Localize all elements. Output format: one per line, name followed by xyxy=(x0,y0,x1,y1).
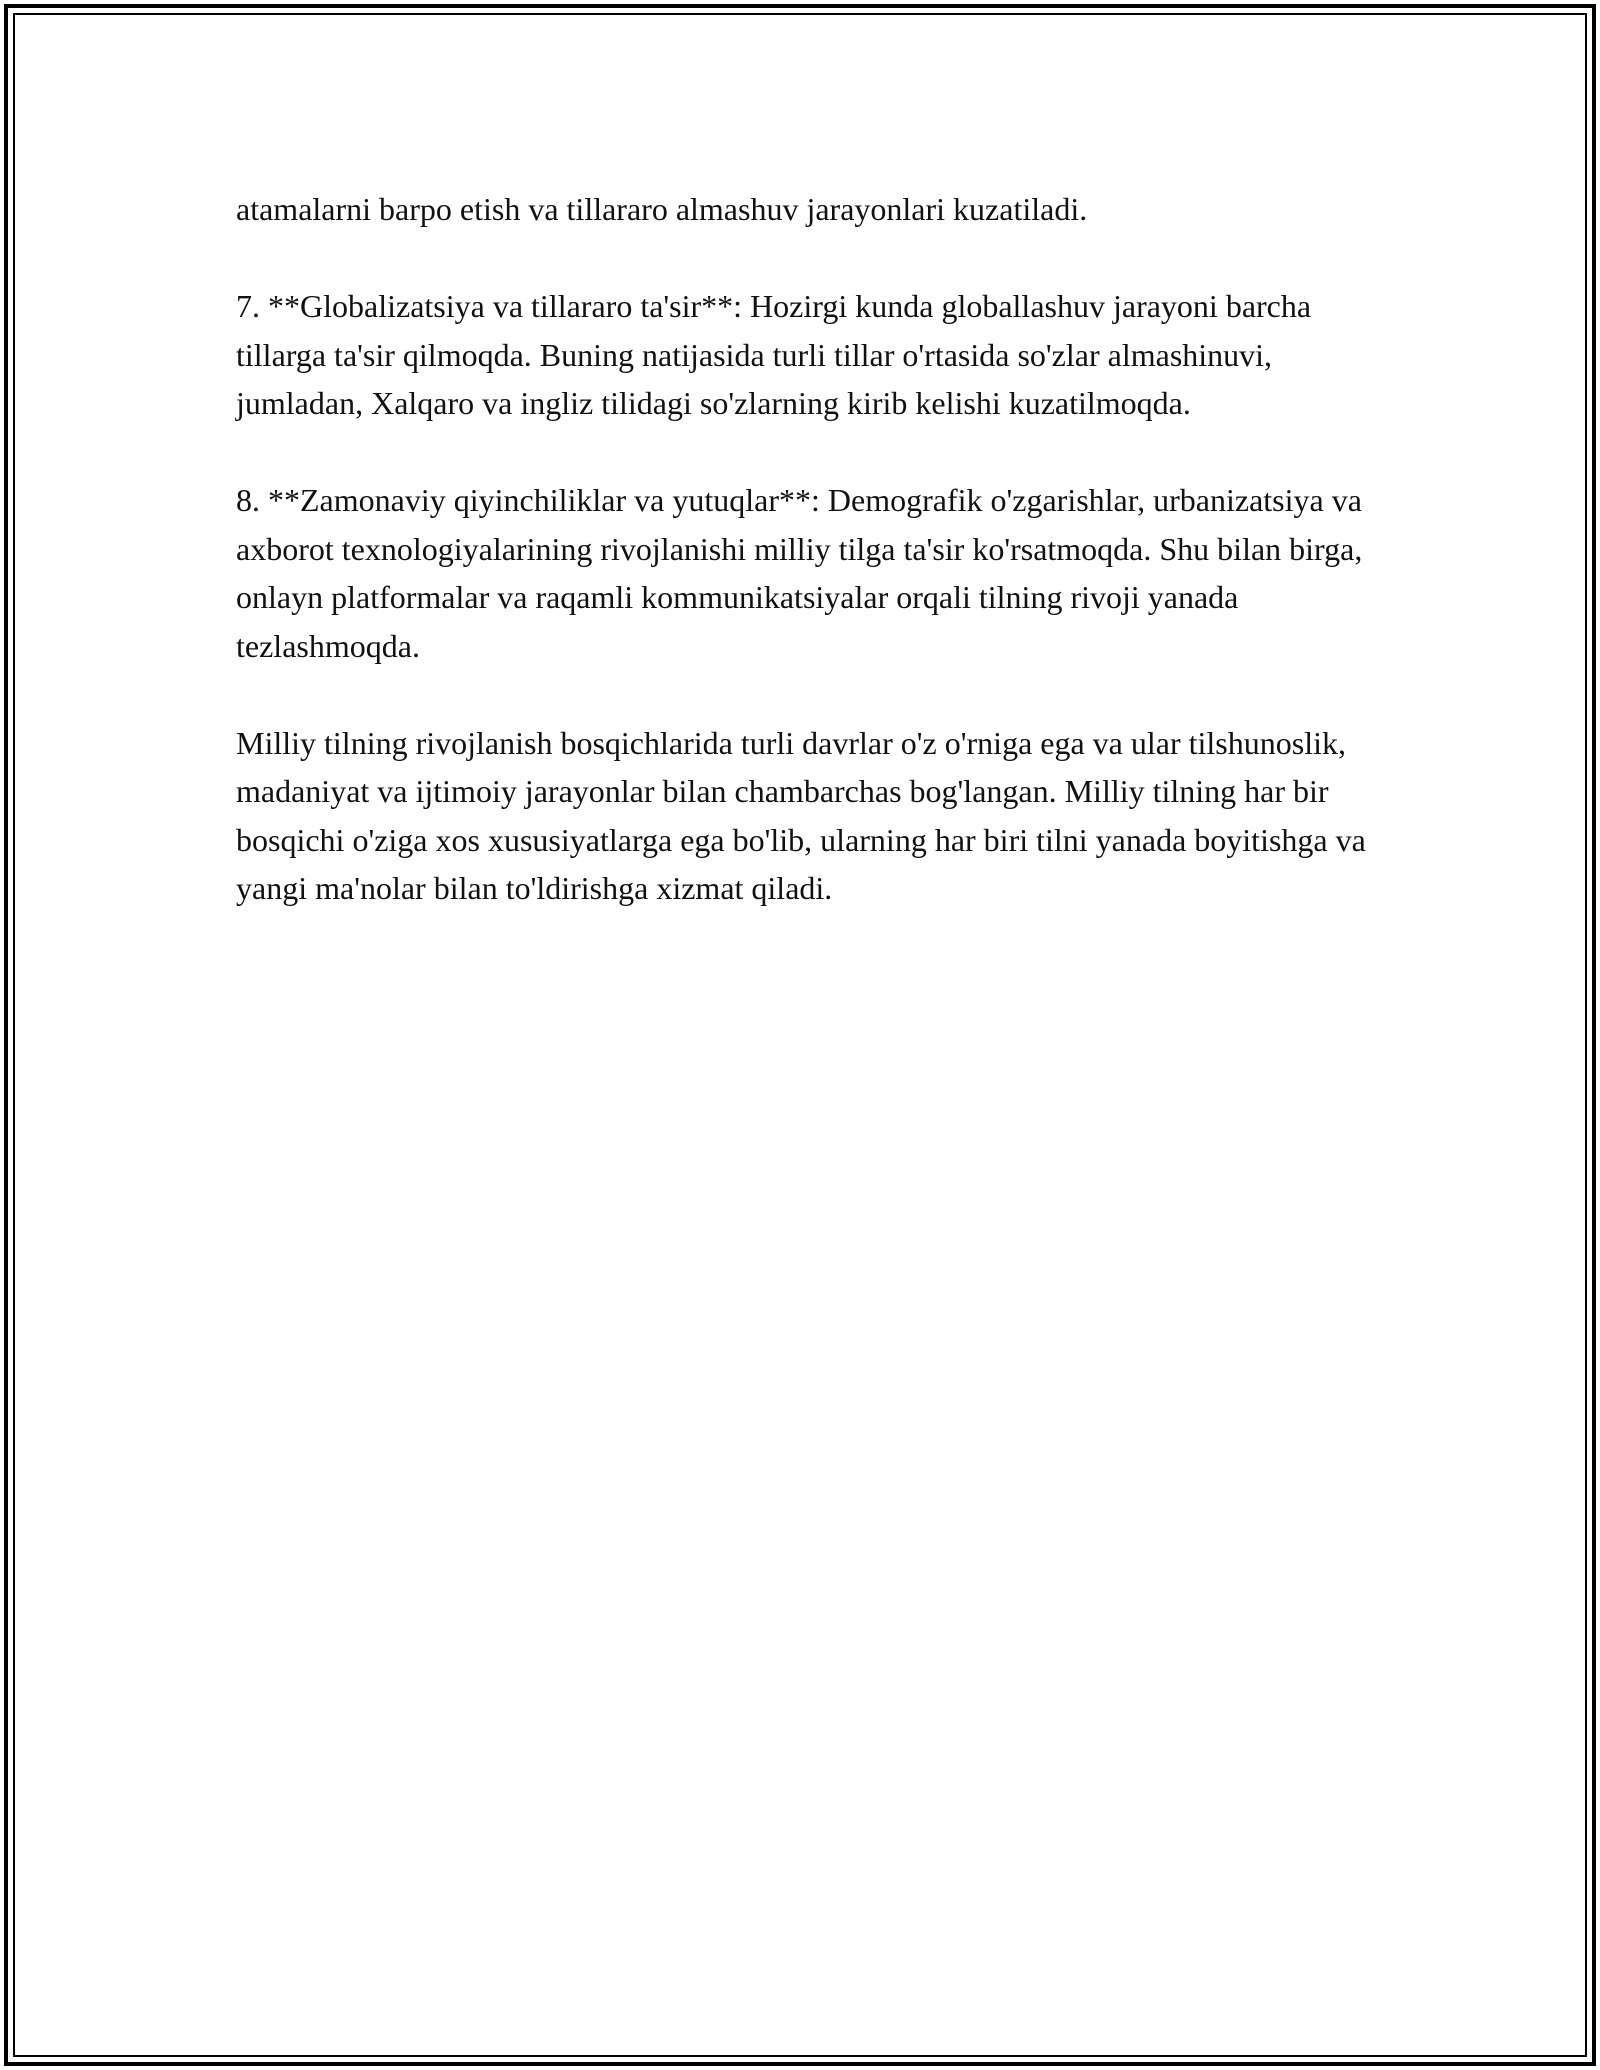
document-body xyxy=(236,185,1376,961)
paragraph-continuation: atamalarni barpo etish va tillararo almashuv jarayonlari kuzatiladi. xyxy=(236,191,1088,227)
paragraph-conclusion: Milliy tilning rivojlanish bosqichlarida turli davrlar o'z o'rniga ega va ular tilshunoslik, madaniyat va ijtimoiy jarayonlar bilan chambarchas bog'langan. Milliy tilning har bir bosqichi o'ziga xos xususiyatlarga ega bo'lib, ularning har biri tilni yanada boyitishga va yangi ma'nolar bilan to'ldirishga xizmat qiladi. xyxy=(236,724,1366,906)
paragraph-item-8: 8. **Zamonaviy qiyinchiliklar va yutuqlar**: Demografik o'zgarishlar, urbanizatsiya va axborot texnologiyalarining rivojlanishi milliy tilga ta'sir ko'rsatmoqda. Shu bilan birga, onlayn platformalar va raqamli kommunikatsiyalar orqali tilning rivoji yanada tezlashmoqda. xyxy=(236,482,1363,664)
paragraph-item-7: 7. **Globalizatsiya va tillararo ta'sir**: Hozirgi kunda globallashuv jarayoni barcha tillarga ta'sir qilmoqda. Buning natijasida turli tillar o'rtasida so'zlar almashinuvi, jumladan, Xalqaro va ingliz tilidagi so'zlarning kirib kelishi kuzatilmoqda. xyxy=(236,288,1312,421)
